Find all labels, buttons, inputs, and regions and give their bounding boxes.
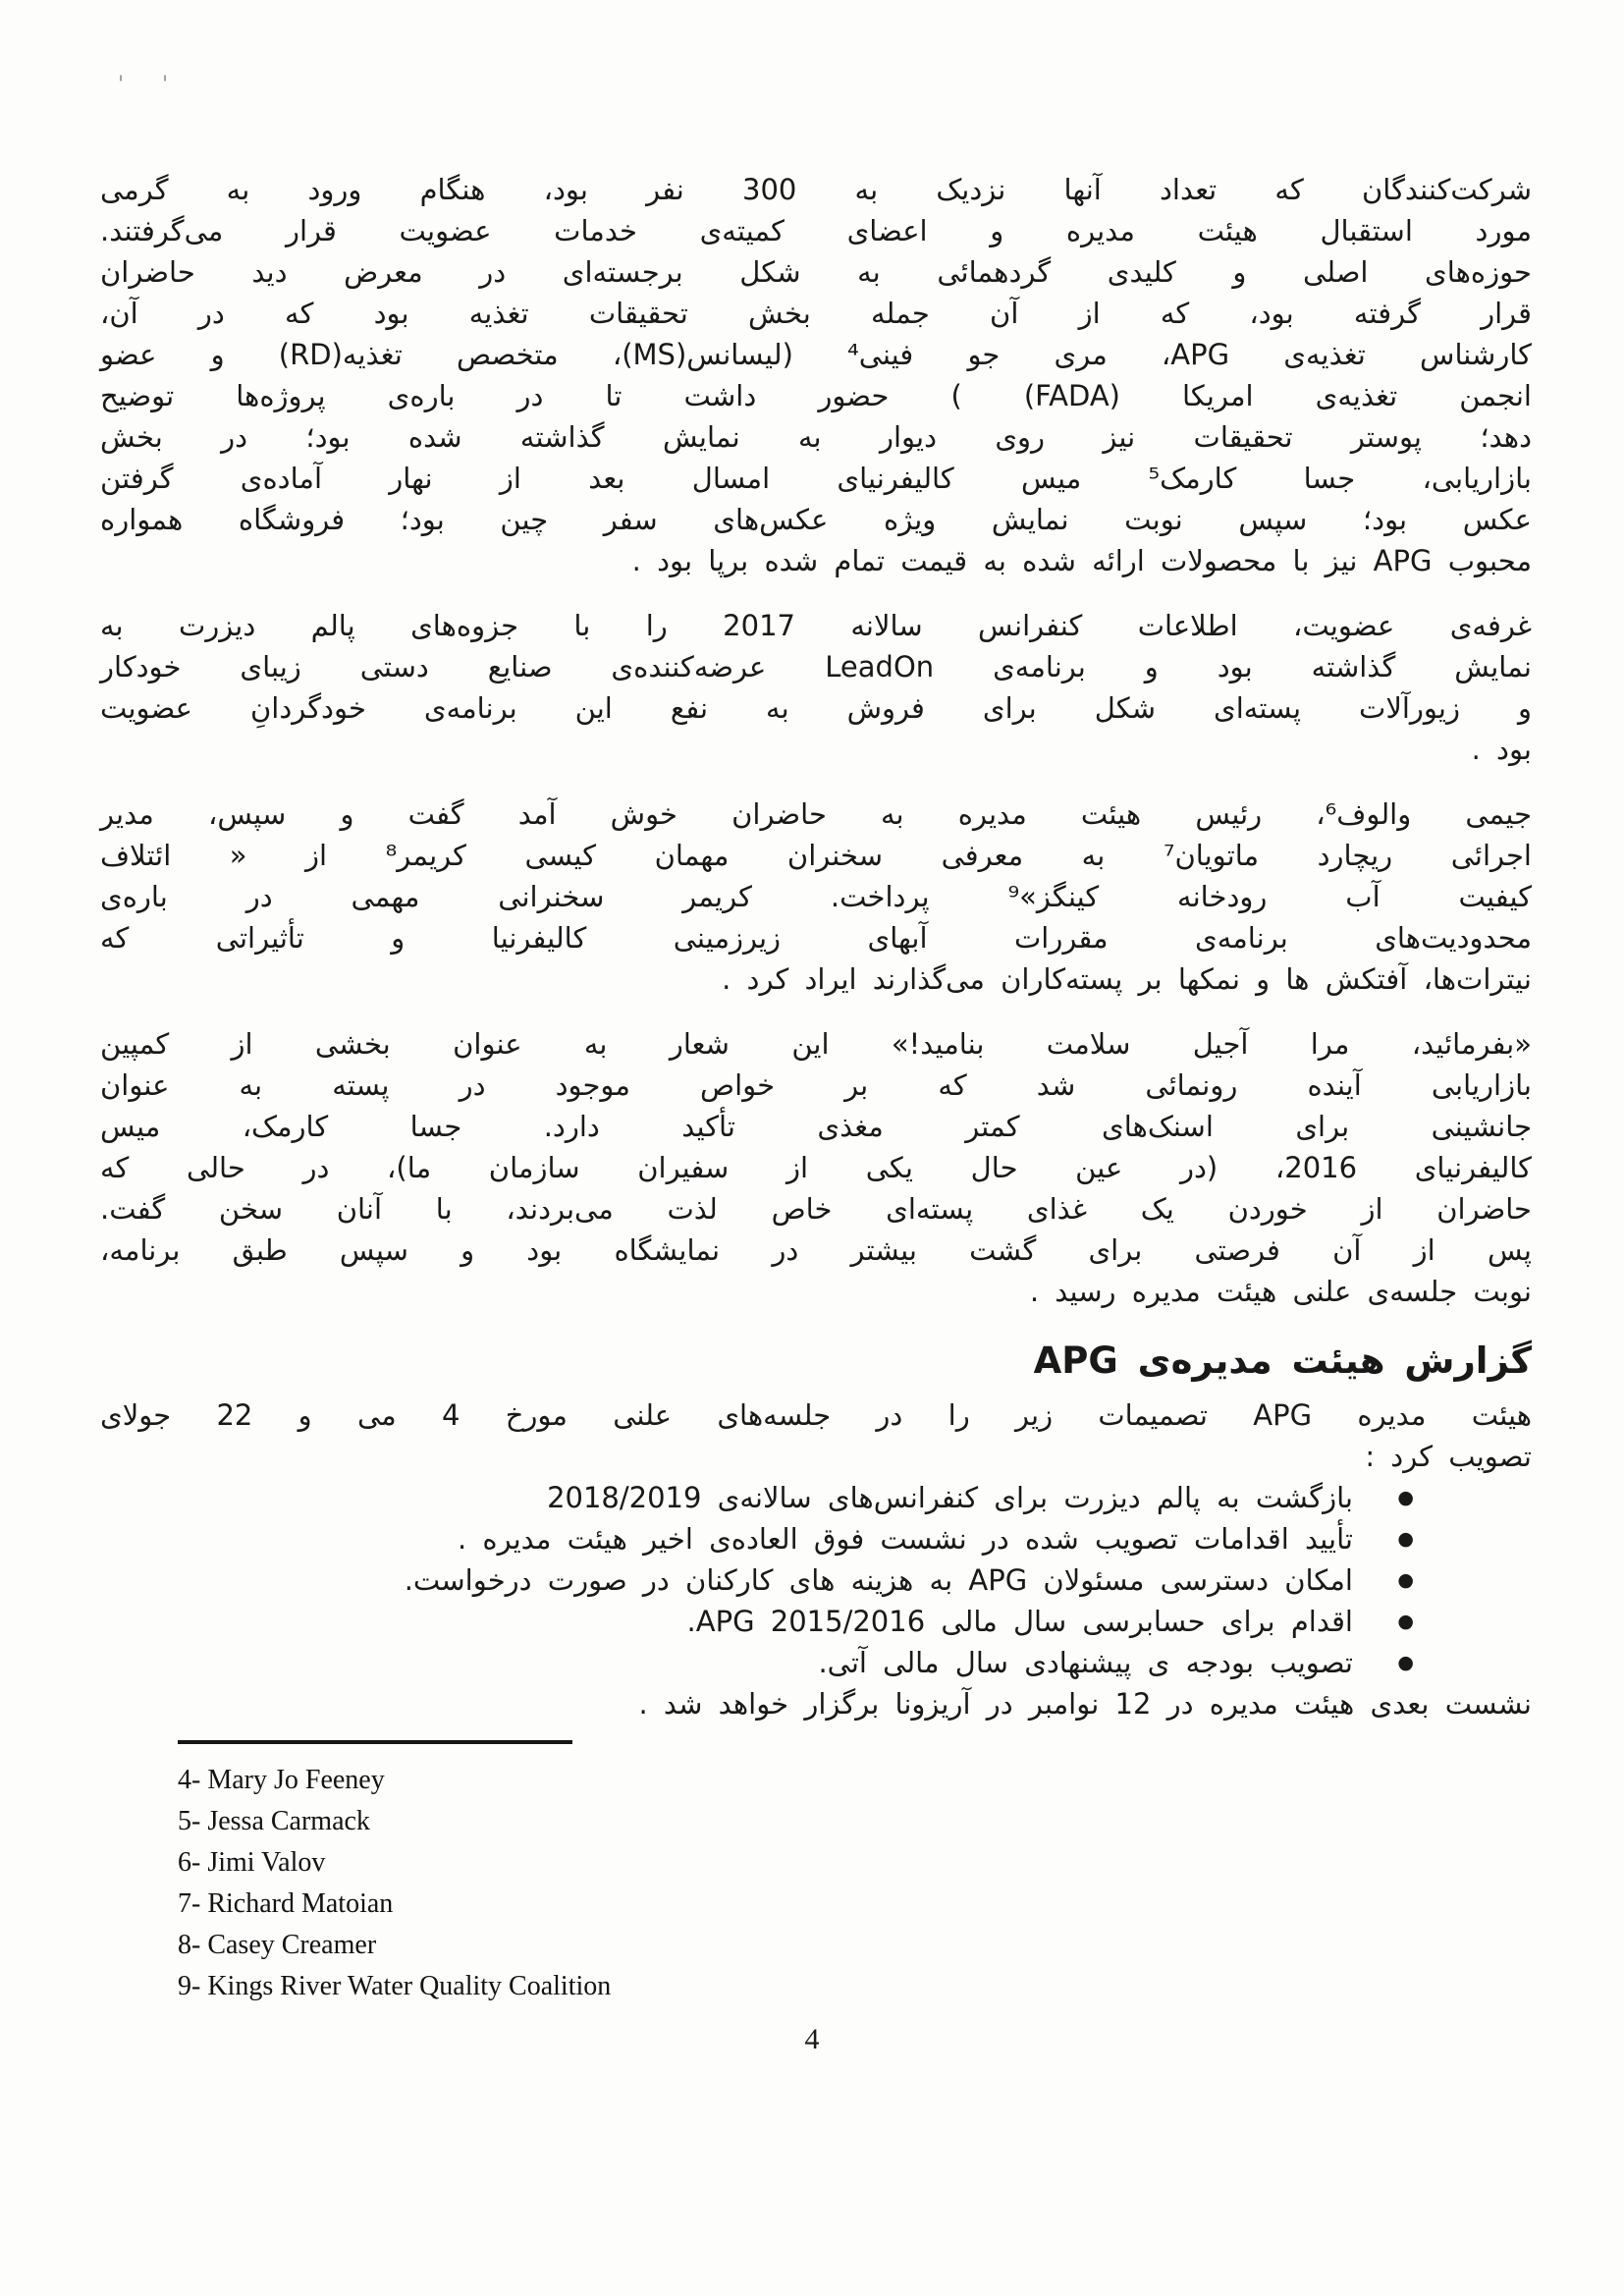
bullet-icon: ●	[1397, 1611, 1414, 1632]
footnote: 6- Jimi Valov	[178, 1847, 326, 1878]
footnote: 8- Casey Creamer	[178, 1930, 377, 1960]
page-number: 4	[804, 2023, 820, 2055]
text-line: نمایش گذاشته بود و برنامه‌ی LeadOn عرضه‌کننده‌ی صنایع دستی زیبای خودکار	[100, 650, 1532, 683]
text-line: دهد؛ پوستر تحقیقات نیز روی دیوار به نمایش گذاشته شده بود؛ در بخش	[100, 420, 1532, 454]
list-item-text: بازگشت به پالم دیزرت برای کنفرانس‌های سالانه‌ی 2018/2019	[547, 1481, 1353, 1514]
bullet-icon: ●	[1397, 1569, 1414, 1591]
list-item-text: تصویب بودجه ی پیشنهادی سال مالی آتی.	[818, 1646, 1353, 1679]
text-line: حاضران از خوردن یک غذای پسته‌ای خاص لذت می‌بردند، با آنان سخن گفت.	[100, 1192, 1532, 1226]
text-line: نوبت جلسه‌ی علنی هیئت مدیره رسید .	[1029, 1275, 1532, 1308]
text-line: بود .	[1471, 733, 1532, 766]
paragraph-4	[100, 1023, 1532, 1312]
text-line: جیمی والوف⁶، رئیس هیئت مدیره به حاضران خوش آمد گفت و سپس، مدیر	[100, 797, 1532, 831]
bullet-icon: ●	[1397, 1652, 1414, 1673]
text-line: غرفه‌ی عضویت، اطلاعات کنفرانس سالانه 2017 را با جزوه‌های پالم دیزرت به	[100, 609, 1533, 642]
footnote: 9- Kings River Water Quality Coalition	[178, 1971, 612, 2001]
footnotes-section	[178, 1740, 1258, 2007]
list-item-text: اقدام برای حسابرسی سال مالی APG 2015/2016.	[686, 1605, 1353, 1638]
list-item	[100, 1518, 1532, 1559]
text-line: قرار گرفته بود، که از آن جمله بخش تحقیقات تغذیه بود که در آن،	[100, 297, 1532, 330]
text-line: و زیورآلات پسته‌ای شکل برای فروش به نفع این برنامه‌ی خودگردانِ عضویت	[100, 691, 1532, 725]
bullet-icon: ●	[1397, 1487, 1414, 1508]
decision-bullet-list	[100, 1477, 1532, 1683]
text-line: حوزه‌های اصلی و کلیدی گردهمائی به شکل برجسته‌ای در معرض دید حاضران	[100, 255, 1532, 289]
text-line: شرکت‌کنندگان که تعداد آنها نزدیک به 300 نفر بود، هنگام ورود به گرمی	[100, 173, 1532, 206]
text-line: محدودیت‌های برنامه‌ی مقررات آبهای زیرزمینی کالیفرنیا و تأثیراتی که	[100, 921, 1532, 955]
text-line: پس از آن فرصتی برای گشت بیشتر در نمایشگاه بود و سپس طبق برنامه،	[100, 1233, 1532, 1267]
text-line: نیترات‌ها، آفتکش ها و نمکها بر پسته‌کاران می‌گذارند ایراد کرد .	[722, 962, 1532, 996]
list-item-text: امکان دسترسی مسئولان APG به هزینه های کارکنان در صورت درخواست.	[404, 1563, 1353, 1597]
text-line: عکس بود؛ سپس نوبت نمایش ویژه عکس‌های سفر چین بود؛ فروشگاه همواره	[100, 503, 1532, 536]
document-text-column	[100, 169, 1532, 1724]
text-line: جانشینی برای اسنک‌های کمتر مغذی تأکید دارد. جسا کارمک، میس	[100, 1110, 1532, 1143]
text-line: مورد استقبال هیئت مدیره و اعضای کمیته‌ی خدمات عضویت قرار می‌گرفتند.	[100, 214, 1532, 247]
text-line: کارشناس تغذیه‌ی APG، مری جو فینی⁴ (لیسانس(MS)، متخصص تغذیه(RD) و عضو	[100, 338, 1532, 371]
text-line: محبوب APG نیز با محصولات ارائه شده به قیمت تمام شده برپا بود .	[631, 544, 1532, 577]
footnote: 5- Jessa Carmack	[178, 1806, 370, 1836]
list-item	[100, 1477, 1532, 1518]
paragraph-3	[100, 793, 1532, 1000]
section-heading-apg-board-report: گزارش هیئت مدیره‌ی APG	[1033, 1339, 1532, 1382]
list-item	[100, 1559, 1532, 1601]
footnote-separator-rule	[178, 1740, 572, 1744]
text-line: تصویب کرد :	[1365, 1440, 1532, 1473]
text-line: انجمن تغذیه‌ی امریکا (FADA) ) حضور داشت تا در باره‌ی پروژه‌ها توضیح	[100, 379, 1532, 412]
paragraph-2	[100, 605, 1532, 770]
text-line: کالیفرنیای 2016، (در عین حال یکی از سفیران سازمان ما)، در حالی که	[100, 1151, 1532, 1184]
paragraph-1	[100, 169, 1532, 581]
list-item-text: تأیید اقدامات تصویب شده در نشست فوق العاده‌ی اخیر هیئت مدیره .	[457, 1522, 1353, 1556]
text-line: هیئت مدیره APG تصمیمات زیر را در جلسه‌های علنی مورخ 4 می و 22 جولای	[100, 1398, 1532, 1432]
text-line: اجرائی ریچارد ماتویان⁷ به معرفی سخنران مهمان کیسی کریمر⁸ از « ائتلاف	[100, 839, 1532, 872]
bullet-icon: ●	[1397, 1528, 1414, 1550]
footnote: 4- Mary Jo Feeney	[178, 1765, 385, 1795]
text-line: بازاریابی، جسا کارمک⁵ میس کالیفرنیای امسال بعد از نهار آماده‌ی گرفتن	[100, 462, 1532, 495]
text-line: کیفیت آب رودخانه کینگز»⁹ پرداخت. کریمر سخنرانی مهمی در باره‌ی	[100, 880, 1533, 913]
closing-line: نشست بعدی هیئت مدیره در 12 نوامبر در آریزونا برگزار خواهد شد .	[638, 1687, 1532, 1721]
text-line: «بفرمائید، مرا آجیل سلامت بنامید!» این شعار به عنوان بخشی از کمپین	[100, 1027, 1532, 1061]
list-item	[100, 1642, 1532, 1683]
scan-artifact-marks: ' '	[118, 73, 185, 97]
list-item	[100, 1601, 1532, 1642]
paragraph-5	[100, 1394, 1532, 1477]
footnote: 7- Richard Matoian	[178, 1888, 394, 1919]
text-line: بازاریابی آینده رونمائی شد که بر خواص موجود در پسته به عنوان	[100, 1068, 1532, 1102]
